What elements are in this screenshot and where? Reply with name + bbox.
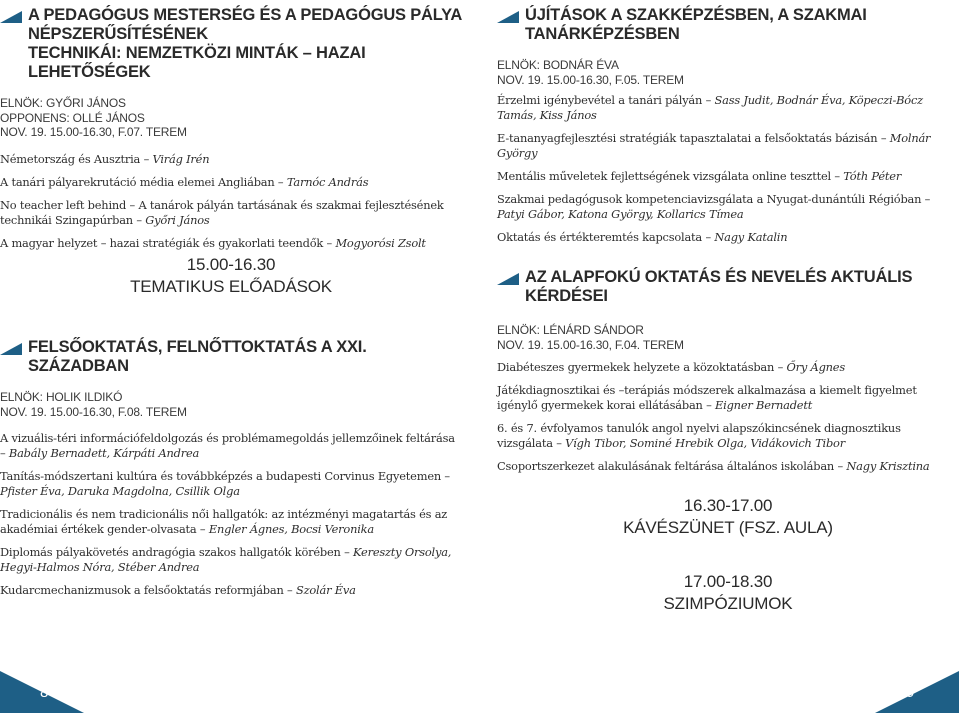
block-time: 17.00-18.30 [683,572,773,591]
talk-item: Németország és Ausztria – Virág Irén [0,151,210,166]
section-alapfoku-oktatas [497,268,959,482]
talk-item: Oktatás és értékteremtés kapcsolata – Nagy Katalin [497,230,788,244]
session-time-room: NOV. 19. 15.00-16.30, F.05. TEREM [497,72,684,87]
block-time: 15.00-16.30 [186,255,276,274]
session-chair: ELNÖK: GYŐRI JÁNOS [0,96,126,110]
section-pedagogus-mesterseg [0,6,462,259]
footer-triangle-right [875,671,959,713]
section-title-line-1: A PEDAGÓGUS MESTERSÉG ÉS A PEDAGÓGUS PÁLYA NÉPSZERŰSÍTÉSÉNEK [28,6,462,43]
session-chair: ELNÖK: LÉNÁRD SÁNDOR [497,323,644,337]
session-chair: ELNÖK: HOLIK ILDIKÓ [0,390,123,404]
talk-item: A magyar helyzet – hazai stratégiák és gyakorlati teendők – Mogyorósi Zsolt [0,235,426,250]
talk-item: Diplomás pályakövetés andragógia szakos hallgatók körében – Kereszty Orsolya, Hegyi-Halmos Nóra, Stéber Andrea [0,545,452,574]
talk-item: 6. és 7. évfolyamos tanulók angol nyelvi alapszókincsének diagnosztikus vizsgálata – Vígh Tibor, Sominé Hrebik Olga, Vidákovich Tibor [497,421,901,450]
block-label: SZIMPÓZIUMOK [663,594,793,613]
section-title: FELSŐOKTATÁS, FELNŐTTOKTATÁS A XXI. SZÁZADBAN [0,338,462,376]
block-time: 16.30-17.00 [683,496,773,515]
talk-item: Szakmai pedagógusok kompetenciavizsgálata a Nyugat-dunántúli Régióban – Patyi Gábor, Katona György, Kollarics Tímea [497,192,931,221]
session-time-room: NOV. 19. 15.00-16.30, F.07. TEREM [0,125,187,139]
talk-item: Kudarcmechanizmusok a felsőoktatás reformjában – Szolár Éva [0,583,356,597]
section-title: ÚJÍTÁSOK A SZAKKÉPZÉSBEN, A SZAKMAI TANÁRKÉPZÉSBEN [497,6,959,44]
talk-item: A tanári pályarekrutáció média elemei Angliában – Tarnóc András [0,174,369,189]
talk-list [0,152,462,251]
talk-list [0,431,462,598]
time-block-thematic [0,254,462,298]
talk-item: Érzelmi igénybevétel a tanári pályán – Sass Judit, Bodnár Éva, Köpeczi-Bócz Tamás, Kiss János [497,93,923,122]
session-opponent: OPPONENS: OLLÉ JÁNOS [0,110,145,125]
page-number-right: 9 [906,684,915,701]
talk-list [497,93,959,245]
talk-item: Játékdiagnosztikai és –terápiás módszerek alkalmazása a kiemelt figyelmet igénylő gyermekek korai ellátásában – Eigner Bernadett [497,383,917,412]
talk-item: Tanítás-módszertani kultúra és továbbképzés a budapesti Corvinus Egyetemen – Pfister Éva, Daruka Magdolna, Csillik Olga [0,469,450,498]
time-block-coffee [497,495,959,539]
talk-item: Tradicionális és nem tradicionális női hallgatók: az intézményi magatartás és az akadémiai értékek gender-olvasata – Engler Ágnes, Bocsi Veronika [0,507,448,536]
talk-item: Diabéteszes gyermekek helyzete a közoktatásban – Őry Ágnes [497,360,845,374]
talk-item: No teacher left behind – A tanárok pályán tartásának és szakmai fejlesztésének technikái Szingapúrban – Győri János [0,197,444,227]
section-marker-icon [0,343,22,355]
section-marker-icon [497,11,519,23]
section-marker-icon [497,273,519,285]
talk-item: A vizuális-téri információfeldolgozás és problémamegoldás jellemzőinek feltárása – Babály Bernadett, Kárpáti Andrea [0,431,455,460]
talk-item: E-tananyagfejlesztési stratégiák tapasztalatai a felsőoktatás bázisán – Molnár György [497,131,931,160]
section-title [0,6,462,82]
time-block-symposia [497,571,959,615]
section-szakkepzes [497,6,959,253]
block-label: TEMATIKUS ELŐADÁSOK [130,277,332,296]
section-title: AZ ALAPFOKÚ OKTATÁS ÉS NEVELÉS AKTUÁLIS KÉRDÉSEI [497,268,959,306]
block-label: KÁVÉSZÜNET (FSZ. AULA) [623,518,833,537]
section-felsooktatas [0,338,462,606]
talk-item: Csoportszerkezet alakulásának feltárása általános iskolában – Nagy Krisztina [497,459,930,473]
page-number-left: 8 [40,684,49,701]
talk-list [497,360,959,474]
talk-item: Mentális műveletek fejlettségének vizsgálata online teszttel – Tóth Péter [497,169,902,183]
session-chair: ELNÖK: BODNÁR ÉVA [497,58,619,72]
session-time-room: NOV. 19. 15.00-16.30, F.08. TEREM [0,404,187,419]
session-time-room: NOV. 19. 15.00-16.30, F.04. TEREM [497,337,684,352]
section-marker-icon [0,11,22,23]
section-title-line-2: TECHNIKÁI: NEMZETKÖZI MINTÁK – HAZAI LEHETŐSÉGEK [28,44,366,81]
